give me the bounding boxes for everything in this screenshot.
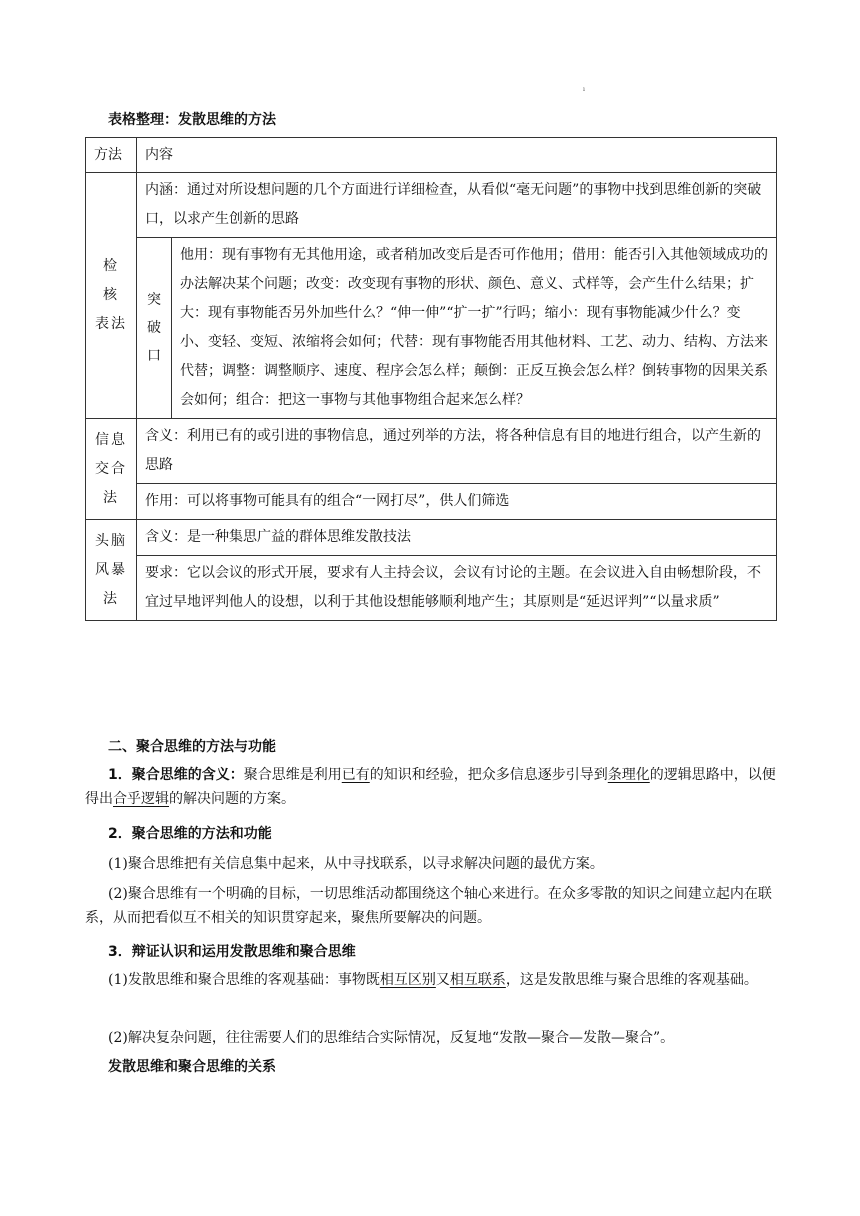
subheading-methods-text: 2．聚合思维的方法和功能 bbox=[108, 826, 272, 842]
paragraph-complex-problems: (2)解决复杂问题，往往需要人们的思维结合实际情况，反复地“发散—聚合—发散—聚合”。 bbox=[108, 1030, 675, 1046]
table-row bbox=[86, 238, 777, 419]
table-row bbox=[86, 173, 777, 238]
jianhe-sub-label-cell bbox=[137, 238, 172, 419]
table-row bbox=[86, 419, 777, 484]
underline-xianghuqubie: 相互区别 bbox=[379, 972, 436, 988]
naofeng-meaning: 含义：是一种集思广益的群体思维发散技法 bbox=[137, 520, 777, 556]
method-jianhe-label: 检 核 表法 bbox=[86, 173, 137, 419]
basis-text-3: ，这是发散思维与聚合思维的客观基础。 bbox=[505, 972, 758, 988]
method-xinxi-label: 信息交合法 bbox=[86, 419, 137, 520]
underline-hehuluoji: 合乎逻辑 bbox=[113, 791, 169, 807]
basis-text-1: (1)发散思维和聚合思维的客观基础：事物既 bbox=[108, 972, 380, 988]
underline-xianghulianxi: 相互联系 bbox=[449, 972, 506, 988]
table-row bbox=[86, 556, 777, 621]
section-title: 二、聚合思维的方法与功能 bbox=[108, 739, 276, 755]
paragraph-definition bbox=[85, 763, 777, 811]
paragraph-method-1: (1)聚合思维把有关信息集中起来，从中寻找联系，以寻求解决问题的最优方案。 bbox=[108, 856, 604, 872]
definition-text-3: 的逻辑思路中，以便得出 bbox=[85, 767, 776, 807]
xinxi-effect: 作用：可以将事物可能具有的组合“一网打尽”，供人们筛选 bbox=[137, 484, 777, 520]
table-header-row bbox=[86, 138, 777, 173]
naofeng-requirement: 要求：它以会议的形式开展，要求有人主持会议，会议有讨论的主题。在会议进入自由畅想阶段，不宜过早地评判他人的设想，以利于其他设想能够顺利地产生；其原则是“延迟评判”“以量求质” bbox=[137, 556, 777, 621]
xinxi-meaning: 含义：利用已有的或引进的事物信息，通过列举的方法，将各种信息有目的地进行组合，以产生新的思路 bbox=[137, 419, 777, 484]
subheading-dialectic-text: 3．辩证认识和运用发散思维和聚合思维 bbox=[108, 944, 356, 960]
underline-tiaolihua: 条理化 bbox=[607, 767, 650, 783]
header-method: 方法 bbox=[86, 138, 137, 173]
basis-text-2: 又 bbox=[435, 972, 450, 988]
jianhe-meaning: 内涵：通过对所设想问题的几个方面进行详细检查，从看似“毫无问题”的事物中找到思维创新的突破口，以求产生创新的思路 bbox=[137, 173, 777, 238]
page-mark: ı bbox=[583, 86, 585, 93]
relation-title: 发散思维和聚合思维的关系 bbox=[108, 1059, 276, 1075]
header-content: 内容 bbox=[137, 138, 777, 173]
table-row bbox=[86, 520, 777, 556]
definition-text-2: 的知识和经验，把众多信息逐步引导到 bbox=[369, 767, 608, 783]
definition-text-1: 聚合思维是利用 bbox=[243, 767, 342, 783]
paragraph-objective-basis bbox=[85, 968, 777, 992]
subheading-dialectic bbox=[85, 940, 777, 964]
subheading-methods bbox=[85, 822, 777, 846]
table-title: 表格整理：发散思维的方法 bbox=[108, 112, 276, 128]
paragraph-method-2: (2)聚合思维有一个明确的目标，一切思维活动都围绕这个轴心来进行。在众多零散的知识之间建立起内在联系，从而把看似互不相关的知识贯穿起来，聚焦所要解决的问题。 bbox=[85, 886, 772, 926]
underline-yiyou: 已有 bbox=[341, 767, 370, 783]
divergent-methods-table bbox=[85, 137, 777, 621]
jianhe-sub-label: 突破口 bbox=[147, 292, 161, 364]
definition-text-4: 的解决问题的方案。 bbox=[169, 791, 295, 807]
method-naofeng-label: 头脑风暴法 bbox=[86, 520, 137, 621]
jianhe-sub-content: 他用：现有事物有无其他用途，或者稍加改变后是否可作他用；借用：能否引入其他领域成功的办法解决某个问题；改变：改变现有事物的形状、颜色、意义、式样等，会产生什么结果；扩大：现有事物能否另外加些什么？“伸一伸”“扩一扩”行吗；缩小：现有事物能减少什么？变小、变轻、变短、浓缩将会如何；代替：现有事物能否用其他材料、工艺、动力、结构、方法来代替；调整：调整顺序、速度、程序会怎么样；颠倒：正反互换会怎么样？倒转事物的因果关系会如何；组合：把这一事物与其他事物组合起来怎么样？ bbox=[172, 238, 777, 419]
table-row bbox=[86, 484, 777, 520]
definition-label: 1．聚合思维的含义： bbox=[108, 767, 244, 783]
